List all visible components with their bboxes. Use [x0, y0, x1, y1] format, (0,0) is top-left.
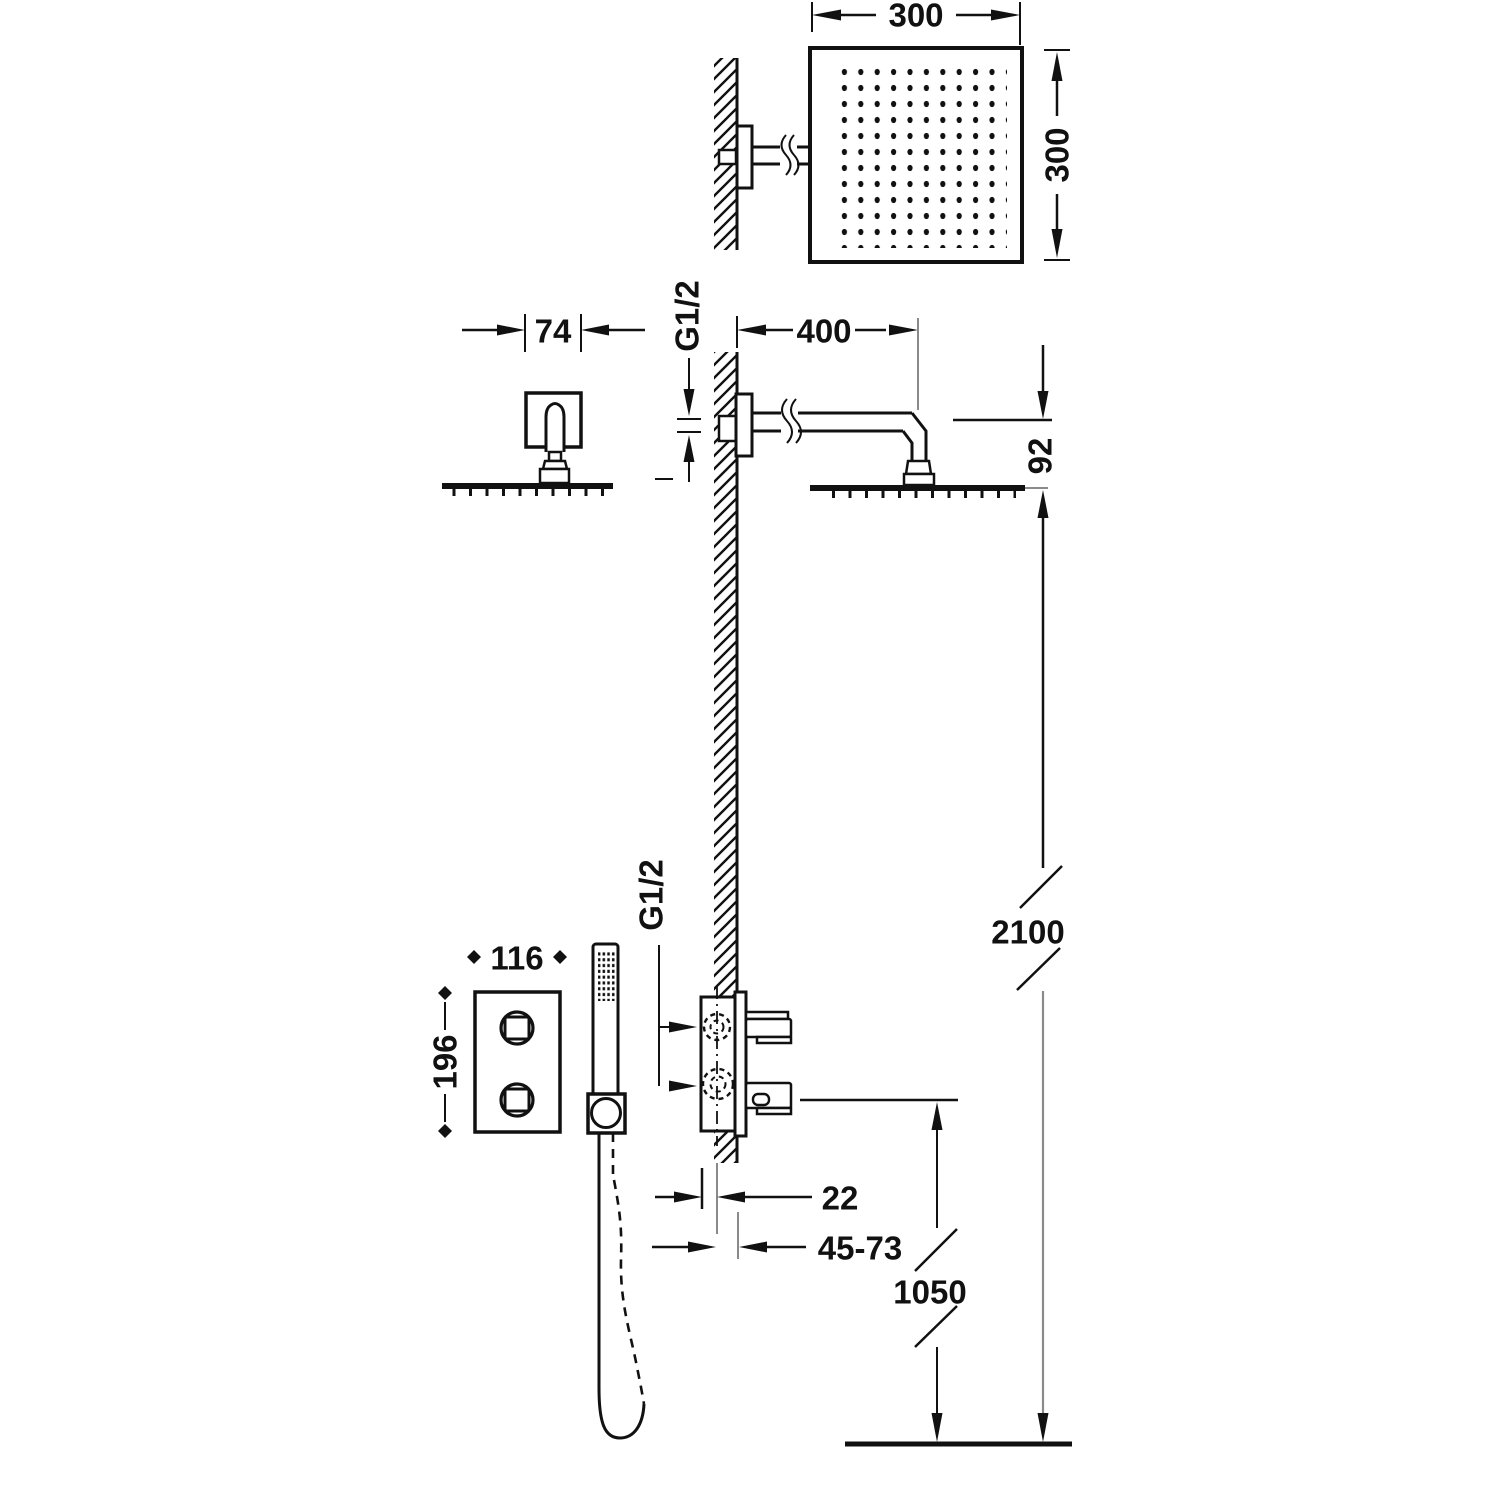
arrowhead: [497, 325, 525, 336]
arrowhead: [669, 1022, 697, 1033]
arrowhead: [1052, 52, 1063, 81]
arrowhead: [889, 325, 918, 336]
arm-elbow-inner: [903, 431, 912, 461]
arm-elbow-outer: [912, 413, 926, 461]
arrowhead: [674, 1192, 702, 1203]
nozzle-serration-side: [826, 491, 1016, 498]
dim-mixer-width: [467, 940, 567, 977]
dim-label-mixer-width: 116: [490, 939, 544, 977]
connector-base: [540, 469, 569, 483]
bracket-holder-ring: [592, 1099, 621, 1128]
mixer-front-view: [427, 940, 568, 1139]
arm-wall-flange-side: [736, 394, 752, 456]
mixer-body-backplate: [735, 992, 746, 1136]
arrowhead: [688, 1242, 716, 1253]
mixer-knob-bottom: [501, 1084, 533, 1116]
dim-label-head-width: 300: [888, 0, 944, 34]
dim-break-slash: [915, 1306, 957, 1347]
hand-shower: [588, 944, 644, 1438]
arrowhead: [1052, 229, 1063, 258]
arm-wall-stub-side: [719, 416, 736, 441]
arm-end-profile: [546, 404, 564, 453]
arrowhead: [717, 1192, 745, 1203]
dim-label-mixer-thread: G1/2: [632, 859, 670, 931]
dim-break-slash: [1020, 866, 1062, 908]
flange-detail-view: [442, 313, 645, 497]
dim-overall-height: [991, 517, 1064, 1442]
mixer-body-side: [701, 997, 735, 1131]
mixer-handle-bottom: [746, 1083, 791, 1114]
dim-label-arm-length: 400: [796, 312, 852, 350]
mixer-knob-top: [501, 1012, 533, 1044]
arrowhead: [1038, 391, 1049, 419]
dim-label-arm-thread: G1/2: [668, 280, 706, 352]
dim-label-arm-drop: 92: [1021, 437, 1059, 475]
arrowhead: [932, 1413, 943, 1442]
hose-outline: [599, 1133, 644, 1438]
dim-label-outlet-offset: 22: [821, 1179, 859, 1217]
dim-arm-length: [737, 313, 918, 411]
dim-head-height: [1039, 50, 1076, 260]
mixer-handle-top: [746, 1012, 791, 1043]
dim-marker: [553, 950, 567, 964]
arrowhead: [737, 325, 766, 336]
handle-notch: [753, 1094, 769, 1105]
hand-shower-spray-face: [598, 951, 616, 1001]
dim-arm-thread: [655, 280, 706, 482]
arrowhead: [1038, 1413, 1049, 1442]
dim-label-embedment-depth: 45-73: [817, 1229, 903, 1267]
arrowhead: [684, 435, 695, 462]
mixer-side-view: [633, 859, 792, 1146]
dim-embedment-depth: [652, 1212, 902, 1267]
arrowhead: [581, 325, 609, 336]
dim-label-overall-height: 2100: [991, 913, 1065, 951]
rain-head-nozzle-grid: [831, 65, 1007, 248]
dim-mixer-thread: [633, 859, 698, 1091]
dim-outlet-offset: [655, 1163, 858, 1234]
hose-hidden-line: [614, 1180, 644, 1404]
arm-wall-flange: [737, 126, 752, 188]
arrowhead: [684, 389, 695, 416]
arm-wall-stub: [719, 150, 736, 164]
dim-flange-width: [462, 313, 645, 353]
dim-label-head-height: 300: [1038, 127, 1076, 183]
arrowhead: [669, 1081, 697, 1092]
dim-break-slash: [915, 1229, 957, 1271]
dim-mixer-height-from-floor: [800, 1100, 967, 1442]
dim-label-mixer-height: 196: [426, 1034, 464, 1090]
arrowhead: [932, 1102, 943, 1130]
nozzle-serration: [452, 489, 604, 496]
dim-label-mixer-height-from-floor: 1050: [893, 1273, 967, 1311]
rain-head-front-view: [719, 0, 1076, 262]
head-connector-base: [904, 474, 934, 485]
arrowhead: [739, 1242, 767, 1253]
connector-neck: [549, 452, 561, 461]
dim-head-width: [812, 0, 1020, 45]
head-connector: [906, 461, 931, 474]
arrowhead: [1038, 490, 1049, 518]
dim-marker: [438, 1124, 452, 1138]
arrowhead: [812, 10, 841, 21]
dim-marker: [438, 986, 452, 1000]
dim-marker: [467, 950, 481, 964]
arrowhead: [991, 10, 1020, 21]
dim-mixer-height: [427, 986, 464, 1138]
dim-label-flange-width: 74: [534, 312, 572, 350]
dim-break-slash: [1017, 948, 1060, 990]
